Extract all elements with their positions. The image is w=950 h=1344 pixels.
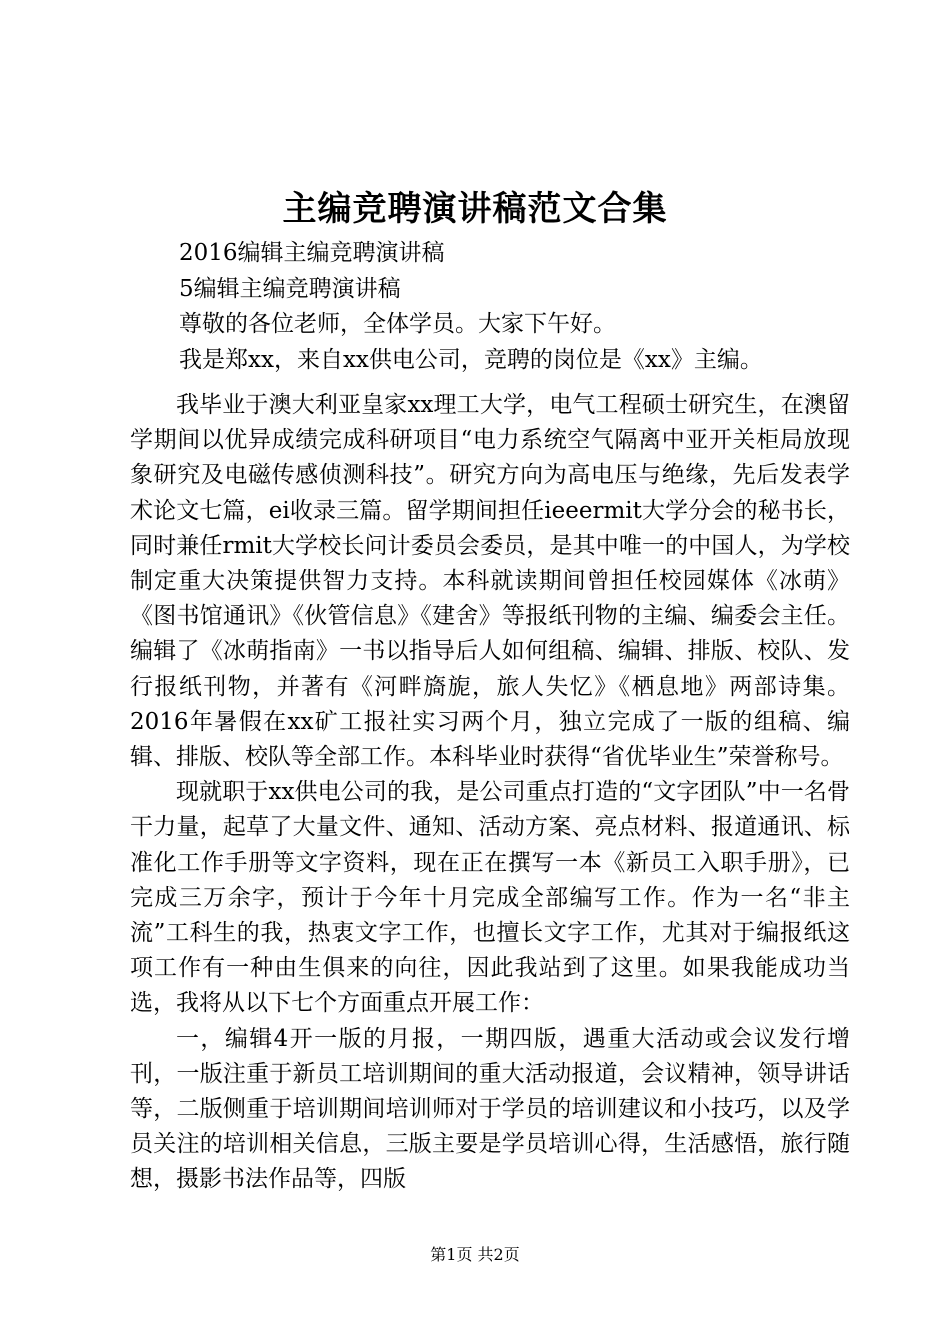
- intro-line: 我是郑xx，来自xx供电公司，竞聘的岗位是《xx》主编。: [179, 346, 763, 373]
- body-paragraph: 现就职于xx供电公司的我，是公司重点打造的“文字团队”中一名骨干力量，起草了大量文件、通知、活动方案、亮点材料、报道通讯、标准化工作手册等文字资料，现在正在撰写一本《新员工入职手册》，已完成三万余字，预计于今年十月完成全部编写工作。作为一名“非主流”工科生的我，热衷文字工作，也擅长文字工作，尤其对于编报纸这项工作有一种由生俱来的向往，因此我站到了这里。如果我能成功当选，我将从以下七个方面重点开展工作：: [130, 779, 850, 1017]
- intro-line: 5编辑主编竞聘演讲稿: [179, 275, 401, 302]
- intro-block: [179, 236, 879, 378]
- body-text: [130, 388, 850, 1198]
- body-paragraph: 我毕业于澳大利亚皇家xx理工大学，电气工程硕士研究生，在澳留学期间以优异成绩完成科研项目“电力系统空气隔离中亚开关柜局放现象研究及电磁传感侦测科技”。研究方向为高电压与绝缘，先后发表学术论文七篇，ei收录三篇。留学期间担任ieeermit大学分会的秘书长，同时兼任rmit大学校长问计委员会委员，是其中唯一的中国人，为学校制定重大决策提供智力支持。本科就读期间曾担任校园媒体《冰萌》《图书馆通讯》《伙管信息》《建舍》等报纸刊物的主编、编委会主任。编辑了《冰萌指南》一书以指导后人如何组稿、编辑、排版、校队、发行报纸刊物，并著有《河畔旖旎，旅人失忆》《栖息地》两部诗集。2016年暑假在xx矿工报社实习两个月，独立完成了一版的组稿、编辑、排版、校队等全部工作。本科毕业时获得“省优毕业生”荣誉称号。: [130, 392, 850, 771]
- intro-line: 尊敬的各位老师，全体学员。大家下午好。: [179, 311, 616, 337]
- page-footer: 第1页 共2页: [430, 1245, 520, 1264]
- intro-line: 2016编辑主编竞聘演讲稿: [179, 240, 445, 266]
- body-paragraph: 一，编辑4开一版的月报，一期四版，遇重大活动或会议发行增刊，一版注重于新员工培训期间的重大活动报道，会议精神，领导讲话等，二版侧重于培训期间培训师对于学员的培训建议和小技巧，以及学员关注的培训相关信息，三版主要是学员培训心得，生活感悟，旅行随想，摄影书法作品等，四版: [130, 1025, 850, 1193]
- document-title: 主编竞聘演讲稿范文合集: [282, 189, 668, 229]
